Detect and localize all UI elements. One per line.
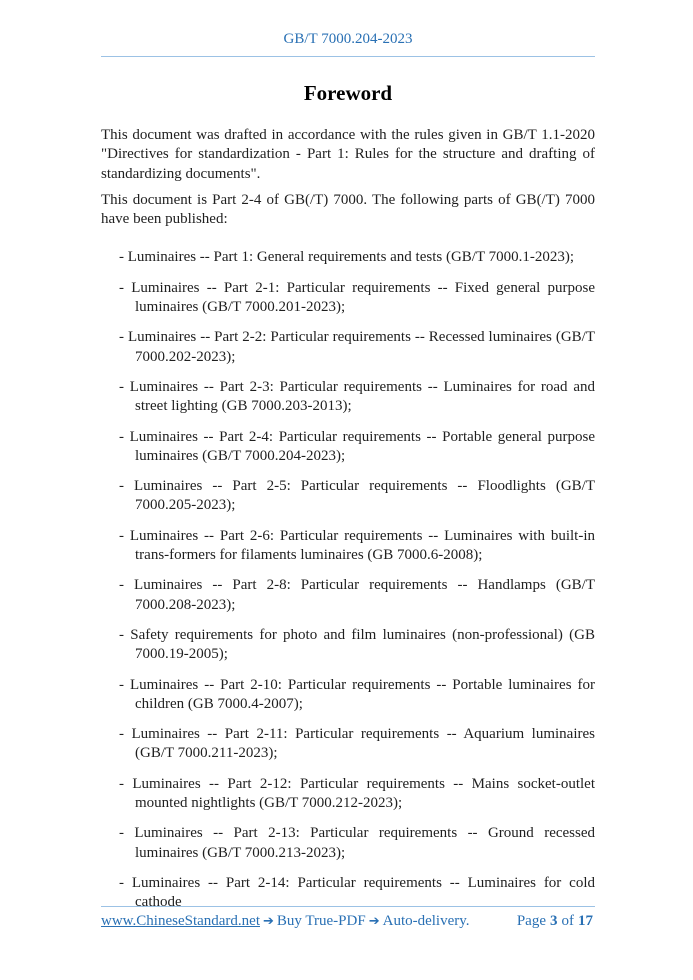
page-number-current: 3: [550, 913, 558, 929]
page-footer: [101, 906, 595, 931]
list-item: - Luminaires -- Part 2-4: Particular requirements -- Portable general purpose luminaires (GB/T 7000.204-2023);: [119, 428, 595, 464]
auto-delivery-label: Auto-delivery.: [382, 913, 470, 929]
list-item: - Luminaires -- Part 2-11: Particular requirements -- Aquarium luminaires (GB/T 7000.211-2023);: [119, 726, 595, 762]
list-item: - Luminaires -- Part 2-3: Particular requirements -- Luminaires for road and street lighting (GB 7000.203-2013);: [119, 378, 595, 415]
list-item: - Luminaires -- Part 2-8: Particular requirements -- Handlamps (GB/T 7000.208-2023);: [119, 577, 595, 613]
list-item: - Safety requirements for photo and film luminaires (non-professional) (GB 7000.19-2005);: [119, 626, 595, 663]
list-item: - Luminaires -- Part 2-12: Particular requirements -- Mains socket-outlet mounted nightlights (GB/T 7000.212-2023);: [119, 775, 595, 812]
published-parts-list: [101, 248, 595, 912]
right-arrow-icon: ➔: [368, 914, 380, 929]
header-doc-number: GB/T 7000.204-2023: [283, 31, 413, 47]
page-content: [101, 0, 595, 924]
footer-rule: [101, 906, 595, 907]
list-item: - Luminaires -- Part 2-10: Particular requirements -- Portable luminaires for children (GB 7000.4-2007);: [119, 676, 595, 712]
chinesestandard-link[interactable]: www.ChineseStandard.net: [101, 913, 260, 929]
footer-source-line: [101, 912, 470, 931]
list-item: - Luminaires -- Part 2-5: Particular requirements -- Floodlights (GB/T 7000.205-2023);: [119, 478, 595, 514]
right-arrow-icon: ➔: [263, 914, 274, 929]
list-item: - Luminaires -- Part 1: General requirements and tests (GB/T 7000.1-2023);: [119, 249, 575, 266]
page-label: Page: [516, 913, 546, 929]
list-item: - Luminaires -- Part 2-1: Particular requirements -- Fixed general purpose luminaires (GB/T 7000.201-2023);: [119, 279, 595, 316]
of-label: of: [561, 913, 574, 929]
list-item: - Luminaires -- Part 2-6: Particular requirements -- Luminaires with built-in trans-formers for filaments luminaires (GB 7000.6-2008);: [119, 527, 595, 564]
header-rule: [101, 56, 595, 57]
foreword-paragraph-parts-intro: This document is Part 2-4 of GB(/T) 7000. The following parts of GB(/T) 7000 have been published:: [101, 191, 595, 228]
page-number-total: 17: [578, 913, 593, 929]
list-item: - Luminaires -- Part 2-2: Particular requirements -- Recessed luminaires (GB/T 7000.202-2023);: [119, 329, 595, 365]
page-title: Foreword: [303, 81, 393, 105]
list-item: - Luminaires -- Part 2-14: Particular requirements -- Luminaires for cold cathode: [119, 874, 595, 911]
footer-row: [101, 912, 595, 931]
list-item: - Luminaires -- Part 2-13: Particular requirements -- Ground recessed luminaires (GB/T 7000.213-2023);: [119, 825, 595, 861]
page-indicator: [515, 912, 595, 931]
foreword-paragraph-drafting: This document was drafted in accordance with the rules given in GB/T 1.1-2020 "Directives for standardization - Part 1: Rules for the structure and drafting of standardizing documents".: [101, 127, 595, 182]
buy-truepdf-label: Buy True-PDF: [276, 913, 366, 929]
